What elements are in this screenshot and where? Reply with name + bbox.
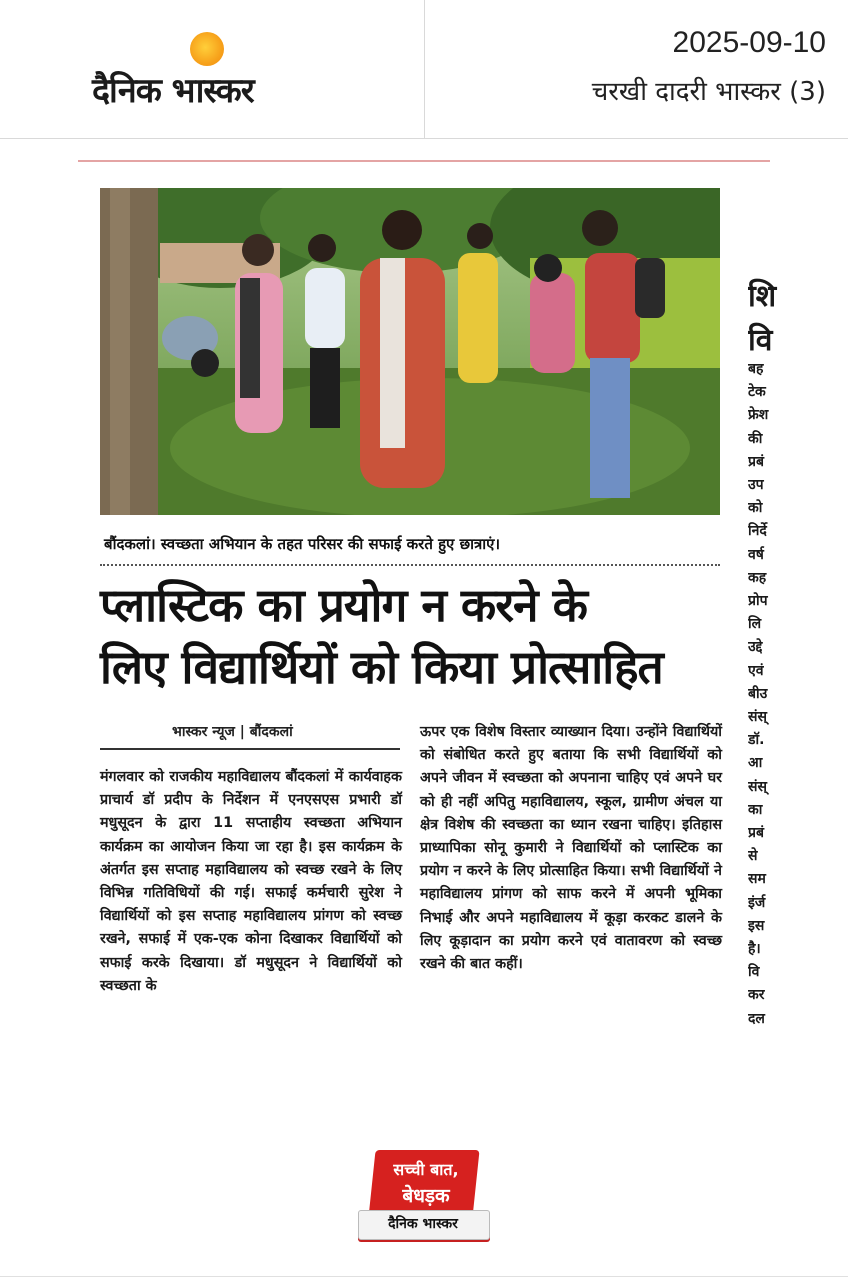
adjacent-text-line: उप — [748, 477, 764, 494]
top-rule — [78, 160, 770, 162]
article-column-2: ऊपर एक विशेष विस्तार व्याख्यान दिया। उन्होंने विद्यार्थियों को संबोधित करते हुए बताया कि सभी विद्यार्थियों को अपने जीवन में स्वच्छता को अपनाना चाहिए एवं अपने घर को ही नहीं अपितु महाविद्यालय, स्कूल, ग्रामीण अंचल या क्षेत्र विशेष की स्वच्छता का ध्यान रखना चाहिए। इतिहास प्राध्यापिका सोनू कुमारी ने विद्यार्थियों को प्लास्टिक का प्रयोग न करने के लिए प्रोत्साहित किया। सभी विद्यार्थियों ने महाविद्यालय प्रांगण को साफ करने में अपनी भूमिका निभाई और अपने महाविद्यालय में कूड़ा करकट डालने के लिए कूड़ादान का प्रयोग करने एवं वातावरण को स्वच्छ रखने की बात कहीं। — [420, 724, 722, 973]
publication-date: 2025-09-10 — [672, 26, 826, 59]
badge-logo-text: दैनिक भास्कर — [388, 1216, 458, 1232]
adjacent-text-line: प्रबं — [748, 825, 764, 842]
dotted-separator — [100, 564, 720, 566]
adjacent-text-line: आ — [748, 755, 763, 772]
adjacent-text-line: वि — [748, 964, 760, 981]
edition-label: चरखी दादरी भास्कर (3) — [591, 77, 826, 107]
adjacent-text-line: कर — [748, 987, 765, 1004]
adjacent-text-line: बह — [748, 361, 764, 377]
adjacent-text-line: लि — [748, 616, 762, 633]
article-headline — [100, 574, 740, 698]
headline-line-1: प्लास्टिक का प्रयोग न करने के — [100, 578, 587, 632]
adjacent-text-line: डॉ. — [748, 732, 765, 749]
adjacent-text-line: सम — [748, 871, 766, 888]
adjacent-text-line: निर्दे — [748, 523, 767, 540]
column-rule — [100, 748, 400, 750]
adjacent-text-line: प्रोप — [748, 593, 768, 610]
adjacent-text-line: का — [748, 801, 763, 818]
adjacent-text-line: फ्रेश — [748, 407, 769, 424]
headline-line-2: लिए विद्यार्थियों को किया प्रोत्साहित — [100, 640, 663, 694]
adjacent-text-line: टेक — [748, 384, 766, 401]
adjacent-text-line: इस — [748, 917, 765, 934]
slogan-badge — [358, 1150, 488, 1248]
adjacent-text-line: को — [748, 500, 763, 517]
clipping-header — [0, 0, 848, 139]
adjacent-text-line: दल — [748, 1010, 765, 1027]
photo-caption: बौंदकलां। स्वच्छता अभियान के तहत परिसर की सफाई करते हुए छात्राएं। — [104, 535, 501, 553]
adjacent-text-line: एवं — [748, 662, 764, 679]
adjacent-text-line: वर्ष — [748, 546, 764, 563]
adjacent-text-line: से — [748, 848, 758, 865]
adjacent-heading-2: वि — [748, 323, 773, 358]
campus-cleaning-photo — [100, 188, 720, 515]
adjacent-article-fragment — [748, 270, 796, 1130]
adjacent-text-line: कह — [748, 569, 767, 586]
adjacent-text-line: संस् — [748, 778, 767, 795]
adjacent-heading-1: शि — [748, 279, 777, 314]
adjacent-text-line: बीउ — [748, 685, 768, 702]
bottom-divider — [0, 1276, 848, 1277]
header-divider — [424, 0, 425, 138]
adjacent-text-line: है। — [748, 941, 761, 958]
adjacent-text-lines — [748, 358, 796, 1031]
badge-slogan-line-1: सच्ची बात, — [393, 1160, 459, 1179]
newspaper-logo: दैनिक भास्कर — [92, 71, 254, 111]
adjacent-text-line: प्रबं — [748, 453, 764, 470]
adjacent-text-line: संस् — [748, 709, 767, 726]
article-photo — [100, 188, 720, 515]
sun-logo-icon — [190, 32, 224, 66]
adjacent-text-line: की — [748, 430, 763, 447]
adjacent-text-line: उद्दे — [748, 639, 763, 656]
badge-slogan-line-2: बेधड़क — [402, 1185, 450, 1207]
byline: भास्कर न्यूज | बौंदकलां — [172, 724, 293, 740]
article-column-1: मंगलवार को राजकीय महाविद्यालय बौंदकलां में कार्यवाहक प्राचार्य डॉ प्रदीप के निर्देशन में एनएसएस प्रभारी डॉ मधुसूदन के द्वारा 11 सप्ताहीय स्वच्छता अभियान कार्यक्रम का आयोजन किया जा रहा है। इस कार्यक्रम के अंतर्गत इस सप्ताह महाविद्यालय को स्वच्छ रखने के लिए विभिन्न गतिविधियों की गई। सफाई कर्मचारी सुरेश ने विद्यार्थियों को इस सप्ताह महाविद्यालय प्रांगण को स्वच्छ रखने, सफाई में एक-एक कोना दिखाकर विद्यार्थियों को सफाई करके दिखाया। डॉ मधुसूदन ने विद्यार्थियों को स्वच्छता के — [100, 769, 402, 994]
adjacent-text-line: इंर्ज — [748, 894, 766, 911]
